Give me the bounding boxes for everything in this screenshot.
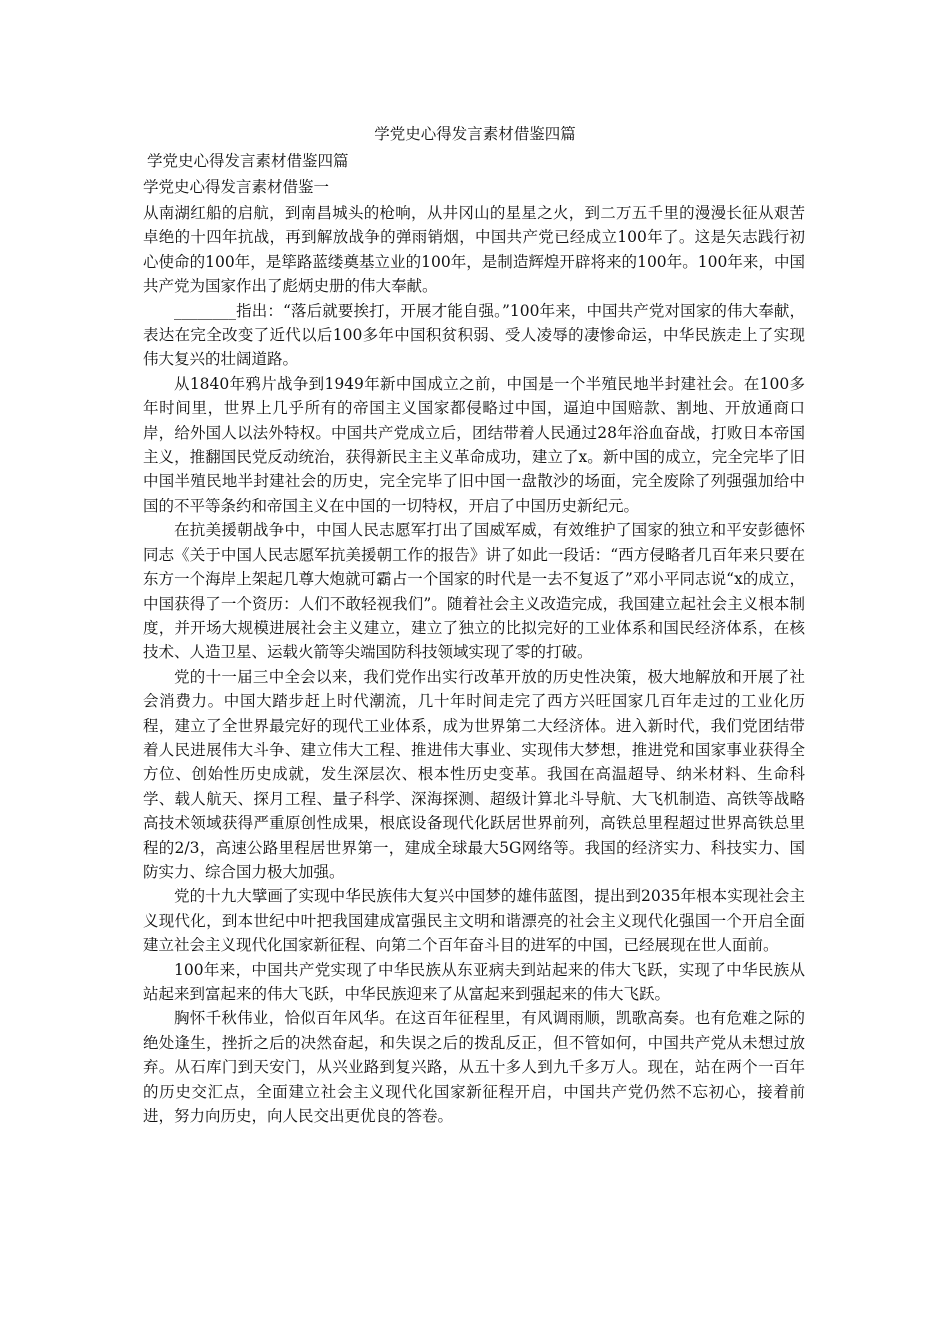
document-body: [143, 201, 805, 1128]
paragraph-6: 党的十九大擘画了实现中华民族伟大复兴中国梦的雄伟蓝图，提出到2035年根本实现社会主义现代化，到本世纪中叶把我国建成富强民主文明和谐漂亮的社会主义现代化强国一个开启全面建立社会主义现代化国家新征程、向第二个百年奋斗目的进军的中国，已经展现在世人面前。: [143, 887, 805, 955]
paragraph-8: 胸怀千秋伟业，恰似百年风华。在这百年征程里，有风调雨顺，凯歌高奏。也有危难之际的绝处逢生，挫折之后的决然奋起，和失误之后的拨乱反正，但不管如何，中国共产党从未想过放弃。从石库门到天安门，从兴业路到复兴路，从五十多人到九千多万人。现在，站在两个一百年的历史交汇点，全面建立社会主义现代化国家新征程开启，中国共产党仍然不忘初心，接着前进，努力向历史，向人民交出更优良的答卷。: [143, 1009, 805, 1126]
paragraph-2: ________指出：“落后就要挨打，开展才能自强。”100年来，中国共产党对国家的伟大奉献，表达在完全改变了近代以后100多年中国积贫积弱、受人凌辱的凄惨命运，中华民族走上了实现伟大复兴的壮阔道路。: [143, 301, 805, 369]
paragraph-7: 100年来，中国共产党实现了中华民族从东亚病夫到站起来的伟大飞跃，实现了中华民族从站起来到富起来的伟大飞跃，中华民族迎来了从富起来到强起来的伟大飞跃。: [143, 960, 805, 1003]
document-title: 学党史心得发言素材借鉴四篇: [374, 125, 576, 143]
paragraph-5: 党的十一届三中全会以来，我们党作出实行改革开放的历史性决策，极大地解放和开展了社会消费力。中国大踏步赶上时代潮流，几十年时间走完了西方兴旺国家几百年走过的工业化历程，建立了全世界最完好的现代工业体系，成为世界第二大经济体。进入新时代，我们党团结带着人民进展伟大斗争、建立伟大工程、推进伟大事业、实现伟大梦想，推进党和国家事业获得全方位、创始性历史成就，发生深层次、根本性历史变革。我国在高温超导、纳米材料、生命科学、载人航天、探月工程、量子科学、深海探测、超级计算北斗导航、大飞机制造、高铁等战略高技术领域获得严重原创性成果，根底设备现代化跃居世界前列，高铁总里程超过世界高铁总里程的2/3，高速公路里程居世界第一，建成全球最大5G网络等。我国的经济实力、科技实力、国防实力、综合国力极大加强。: [143, 667, 805, 881]
section-heading: 学党史心得发言素材借鉴一: [143, 178, 330, 196]
document-subtitle: 学党史心得发言素材借鉴四篇: [147, 152, 349, 170]
paragraph-3: 从1840年鸦片战争到1949年新中国成立之前，中国是一个半殖民地半封建社会。在100多年时间里，世界上几乎所有的帝国主义国家都侵略过中国，逼迫中国赔款、割地、开放通商口岸，给外国人以法外特权。中国共产党成立后，团结带着人民通过28年浴血奋战，打败日本帝国主义，推翻国民党反动统治，获得新民主主义革命成功，建立了x。新中国的成立，完全完毕了旧中国半殖民地半封建社会的历史，完全完毕了旧中国一盘散沙的场面，完全废除了列强强加给中国的不平等条约和帝国主义在中国的一切特权，开启了中国历史新纪元。: [143, 374, 805, 515]
paragraph-1: 从南湖红船的启航，到南昌城头的枪响，从井冈山的星星之火，到二万五千里的漫漫长征从艰苦卓绝的十四年抗战，再到解放战争的弹雨销烟，中国共产党已经成立100年了。这是矢志践行初心使命的100年，是筚路蓝缕奠基立业的100年，是制造辉煌开辟将来的100年。100年来，中国共产党为国家作出了彪炳史册的伟大奉献。: [143, 204, 805, 296]
paragraph-4: 在抗美援朝战争中，中国人民志愿军打出了国威军威，有效维护了国家的独立和平安彭德怀同志《关于中国人民志愿军抗美援朝工作的报告》讲了如此一段话：“西方侵略者几百年来只要在东方一个海岸上架起几尊大炮就可霸占一个国家的时代是一去不复返了”邓小平同志说“x的成立，中国获得了一个资历：人们不敢轻视我们”。随着社会主义改造完成，我国建立起社会主义根本制度，并开场大规模进展社会主义建立，建立了独立的比拟完好的工业体系和国民经济体系，在核技术、人造卫星、运载火箭等尖端国防科技领域实现了零的打破。: [143, 521, 805, 662]
